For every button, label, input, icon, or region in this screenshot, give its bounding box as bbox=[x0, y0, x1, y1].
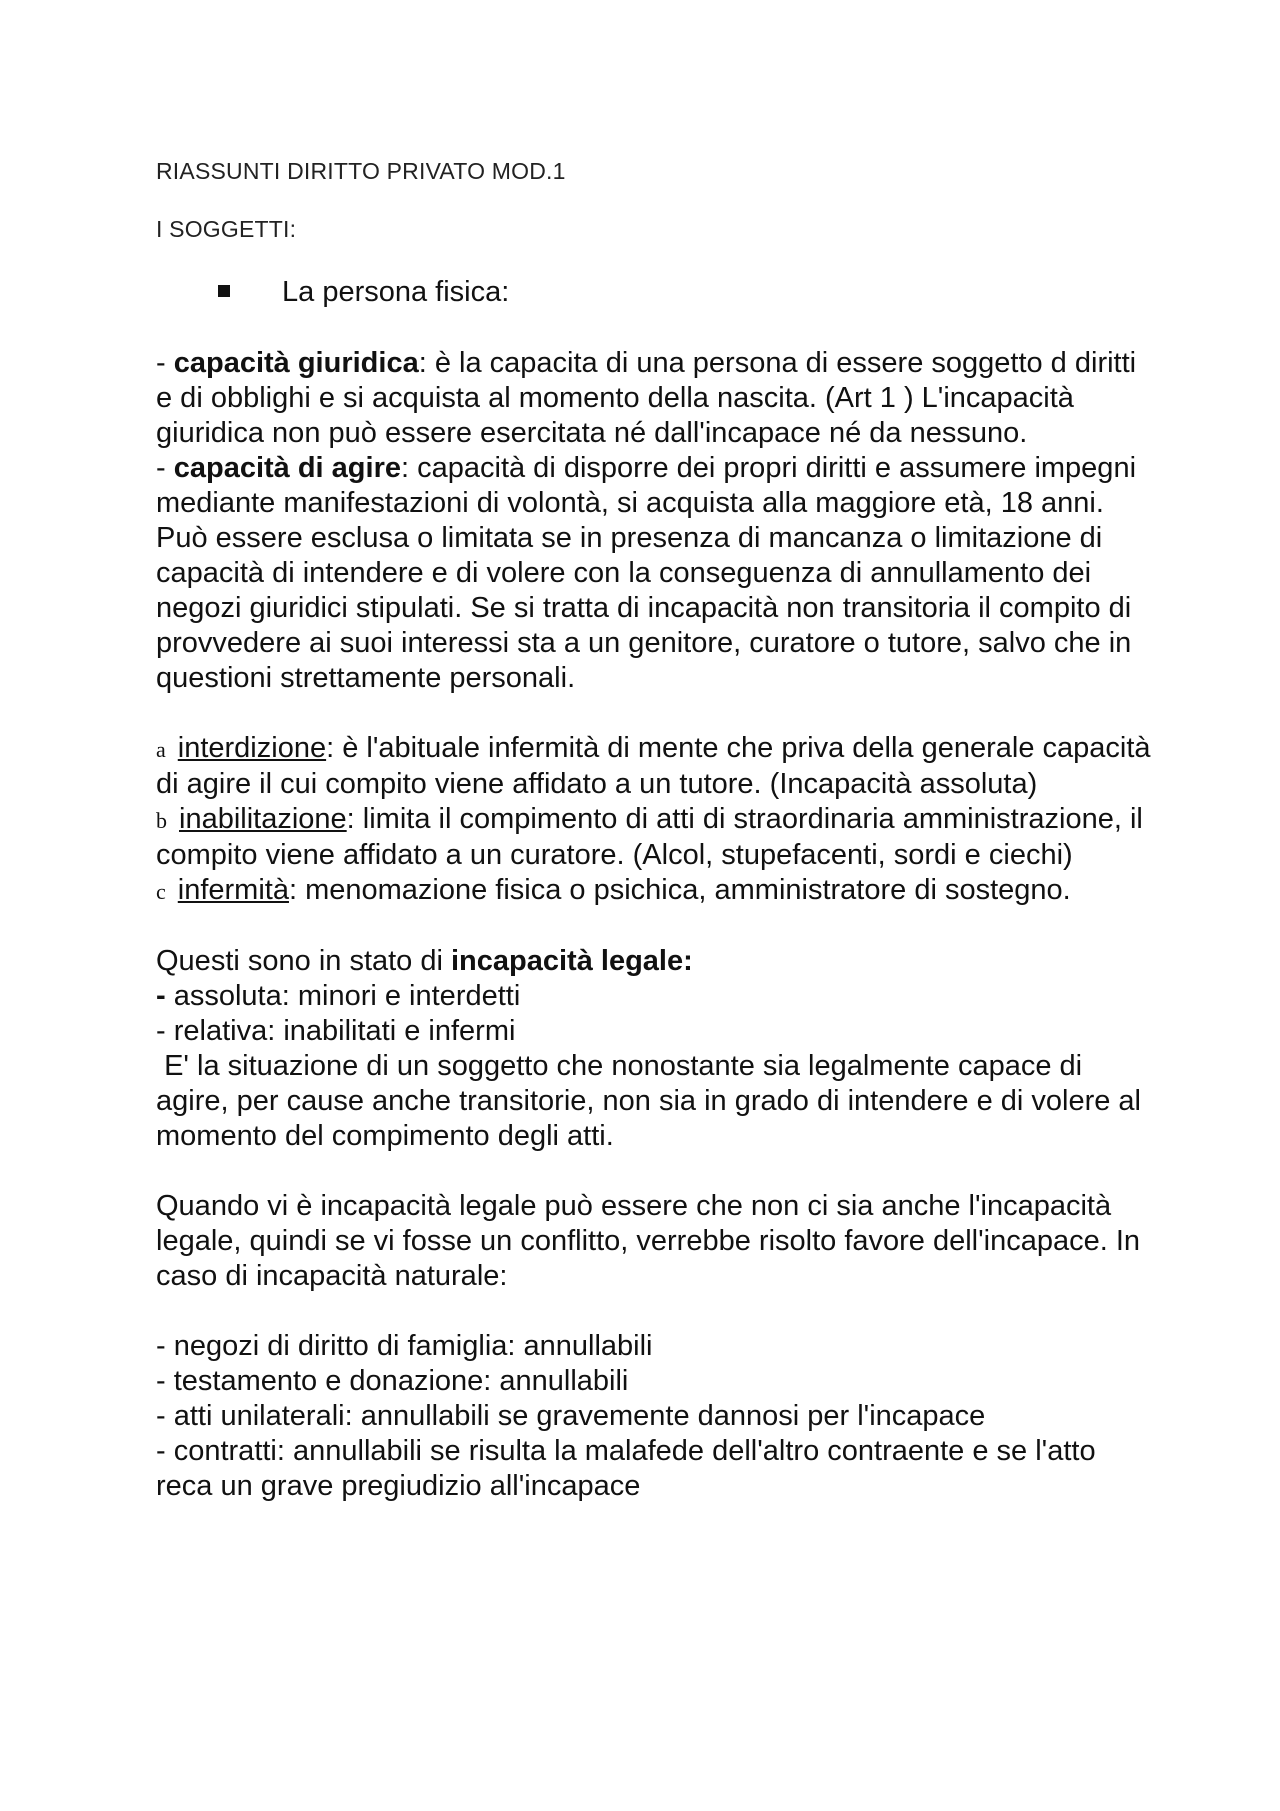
document-body bbox=[156, 346, 1156, 1504]
list-marker: a bbox=[156, 737, 166, 762]
dash: - bbox=[156, 980, 166, 1012]
term-capacita-agire: capacità di agire bbox=[173, 452, 401, 484]
term-incapacita-legale: incapacità legale: bbox=[451, 945, 693, 977]
spacer bbox=[156, 696, 1156, 731]
list-item-text: : limita il compimento di atti di straordinaria amministrazione, il compito viene affidato a un curatore. (Alcol, stupefacenti, sordi e ciechi) bbox=[156, 803, 1143, 871]
spacer bbox=[156, 1154, 1156, 1189]
term-capacita-giuridica: capacità giuridica bbox=[173, 347, 419, 379]
paragraph-quando: Quando vi è incapacità legale può essere che non ci sia anche l'incapacità legale, quindi se vi fosse un conflitto, verrebbe risolto favore dell'incapace. In caso di incapacità naturale: bbox=[156, 1190, 1141, 1292]
spacer bbox=[156, 909, 1156, 944]
final-list-item: - contratti: annullabili se risulta la malafede dell'altro contraente e se l'atto reca un grave pregiudizio all'incapace bbox=[156, 1435, 1096, 1502]
final-list-item: - atti unilaterali: annullabili se gravemente dannosi per l'incapace bbox=[156, 1400, 986, 1432]
term-inabilitazione: inabilitazione bbox=[179, 803, 347, 835]
dash: - bbox=[156, 452, 174, 484]
final-list-item: - negozi di diritto di famiglia: annullabili bbox=[156, 1330, 653, 1362]
list-item bbox=[156, 802, 1156, 873]
list-item bbox=[156, 731, 1156, 802]
intro-text: Questi sono in stato di bbox=[156, 945, 451, 977]
document-title: RIASSUNTI DIRITTO PRIVATO MOD.1 bbox=[156, 158, 566, 184]
list-item-text: : menomazione fisica o psichica, amministratore di sostegno. bbox=[288, 874, 1071, 906]
paragraph-incapacita-legale bbox=[156, 944, 1156, 979]
paragraph-esclusa: Può essere esclusa o limitata se in presenza di mancanza o limitazione di capacità di intendere e di volere con la conseguenza di annullamento dei negozi giuridici stipulati. Se si tratta di incapacità non transitoria il compito di provvedere ai suoi interessi sta a un genitore, curatore o tutore, salvo che in questioni strettamente personali. bbox=[156, 522, 1132, 694]
section-heading: I SOGGETTI: bbox=[156, 216, 297, 242]
text-capacita-giuridica: : è la capacita di una persona di essere soggetto d diritti e di obblighi e si acquista al momento della nascita. (Art 1 ) L'incapacità giuridica non può essere esercitata né dall'incapace né da nessuno. bbox=[156, 347, 1137, 449]
line-text: assoluta: minori e interdetti bbox=[165, 980, 521, 1012]
line-relativa: - relativa: inabilitati e infermi bbox=[156, 1015, 516, 1047]
spacer bbox=[156, 1294, 1156, 1329]
list-marker: c bbox=[156, 879, 166, 904]
term-infermita: infermità bbox=[177, 874, 289, 906]
list-item bbox=[156, 873, 1156, 909]
paragraph-situazione: E' la situazione di un soggetto che nonostante sia legalmente capace di agire, per cause anche transitorie, non sia in grado di intendere e di volere al momento del compimento degli atti. bbox=[156, 1050, 1150, 1152]
final-list-item: - testamento e donazione: annullabili bbox=[156, 1365, 629, 1397]
line-assoluta bbox=[156, 979, 1156, 1014]
list-item-text: : è l'abituale infermità di mente che priva della generale capacità di agire il cui compito viene affidato a un tutore. (Incapacità assoluta) bbox=[156, 732, 1151, 800]
text-capacita-agire: : capacità di disporre dei propri diritti e assumere impegni mediante manifestazioni di volontà, si acquista alla maggiore età, 18 anni. bbox=[156, 452, 1137, 519]
bullet-text: La persona fisica: bbox=[282, 276, 510, 308]
square-bullet-icon bbox=[218, 285, 230, 297]
dash: - bbox=[156, 347, 174, 379]
term-interdizione: interdizione bbox=[177, 732, 327, 764]
paragraph-capacita-giuridica bbox=[156, 346, 1156, 451]
bullet-item bbox=[218, 276, 509, 309]
list-marker: b bbox=[156, 808, 167, 833]
paragraph-capacita-agire bbox=[156, 451, 1156, 521]
